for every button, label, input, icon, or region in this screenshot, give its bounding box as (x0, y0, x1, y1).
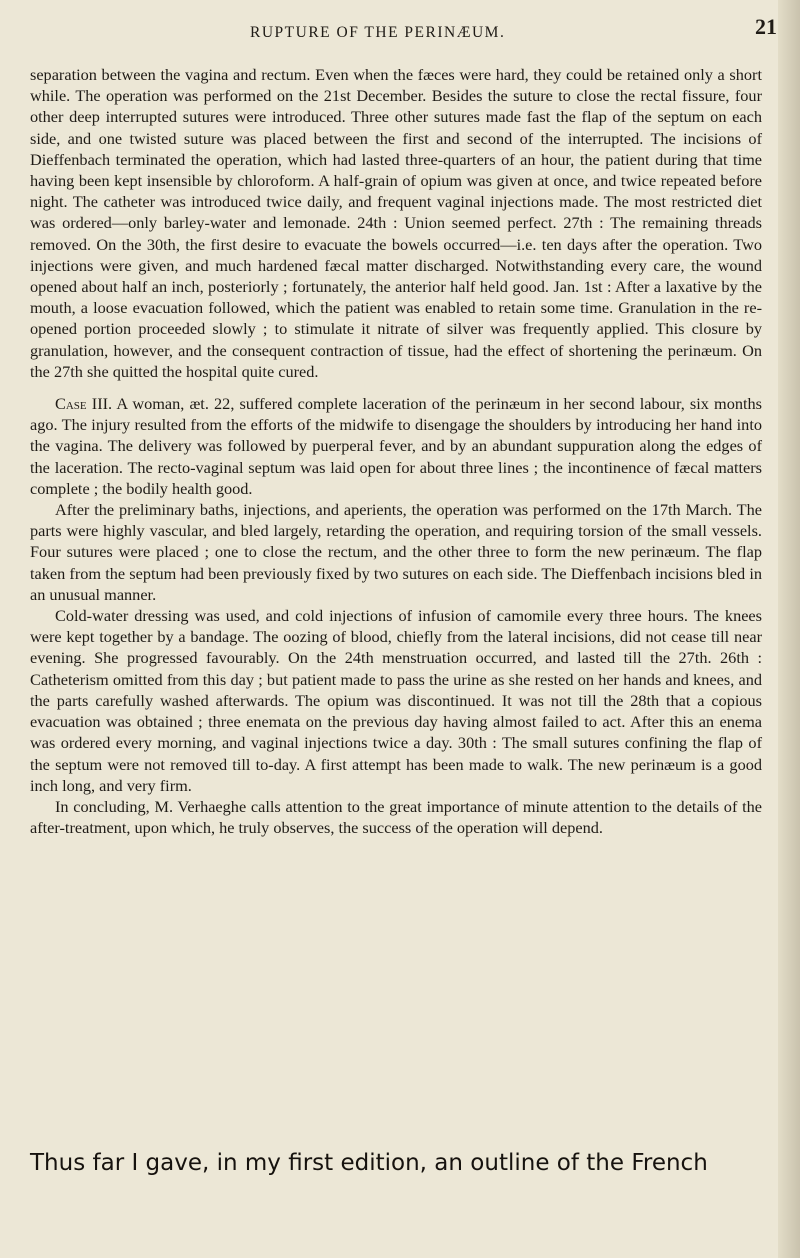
running-header (0, 14, 800, 44)
page-number: 21 (755, 14, 777, 39)
paragraph-operation: After the preliminary baths, injections, and aperients, the operation was performed on the 17th March. The parts were highly vascular, and bled largely, retarding the operation, and requiring torsion of the small vessels. Four sutures were placed ; one to close the rectum, and the other three to form the new perinæum. The flap taken from the septum had been previously fixed by two sutures on each side. The Dieffenbach incisions bled in an unusual manner. (30, 500, 762, 604)
closing-line: Thus far I gave, in my first edition, an outline of the French (30, 1150, 708, 1176)
case-label: Case III. (55, 394, 113, 414)
paragraph-conclusion: In concluding, M. Verhaeghe calls attention to the great importance of minute attention to the details of the after-treatment, upon which, he truly observes, the success of the operation will depend. (30, 796, 762, 838)
paragraph-case-two-continued: separation between the vagina and rectum. Even when the fæces were hard, they could be retained only a short while. The operation was performed on the 21st December. Besides the suture to close the rectal fissure, four other deep interrupted sutures were introduced. Three other sutures made fast the flap of the septum on each side, and one twisted suture was placed between the first and second of the interrupted. The incisions of Dieffenbach terminated the operation, which had lasted three-quarters of an hour, the patient during that time having been kept insensible by chloroform. A half-grain of opium was given at once, and twice repeated before night. The catheter was introduced twice daily, and frequent vaginal injections made. The most restricted diet was ordered—only barley-water and lemonade. 24th : Union seemed perfect. 27th : The remaining threads removed. On the 30th, the first desire to evacuate the bowels occurred—i.e. ten days after the operation. Two injections were given, and much hardened fæcal matter discharged. Notwithstanding every care, the wound opened about half an inch, posteriorly ; fortunately, the anterior half held good. Jan. 1st : After a laxative by the mouth, a loose evacuation followed, which the patient was enabled to retain some time. Granulation in the re-opened portion proceeded slowly ; to stimulate it nitrate of silver was frequently applied. This closure by granulation, however, and the consequent contraction of tissue, had the effect of shortening the perinæum. On the 27th she quitted the hospital quite cured. (30, 65, 762, 381)
paragraph-case-three (30, 393, 762, 499)
paragraph-after-treatment: Cold-water dressing was used, and cold injections of infusion of camomile every three hours. The knees were kept together by a bandage. The oozing of blood, chiefly from the lateral incisions, did not cease till near evening. She progressed favourably. On the 24th menstruation occurred, and lasted till the 27th. 26th : Catheterism omitted from this day ; but patient made to pass the urine as she rested on her hands and knees, and the parts carefully washed afterwards. The opium was discontinued. It was not till the 28th that a copious evacuation was obtained ; three enemata on the previous day having almost failed to act. After this an enema was ordered every morning, and vaginal injections twice a day. 30th : The small sutures confining the flap of the septum were not removed till to-day. A first attempt has been made to walk. The new perinæum is a good inch long, and very firm. (30, 606, 762, 795)
case-three-text: A woman, æt. 22, suffered complete laceration of the perinæum in her second labour, six months ago. The injury resulted from the efforts of the midwife to disengage the shoulders by introducing her hand into the vagina. The delivery was followed by puerperal fever, and by an abundant suppuration along the edges of the laceration. The recto-vaginal septum was laid open for about three lines ; the incontinence of fæcal matters complete ; the bodily health good. (30, 394, 762, 498)
running-title: RUPTURE OF THE PERINÆUM. (250, 24, 506, 41)
body-text (30, 64, 762, 838)
page-edge (778, 0, 800, 1258)
